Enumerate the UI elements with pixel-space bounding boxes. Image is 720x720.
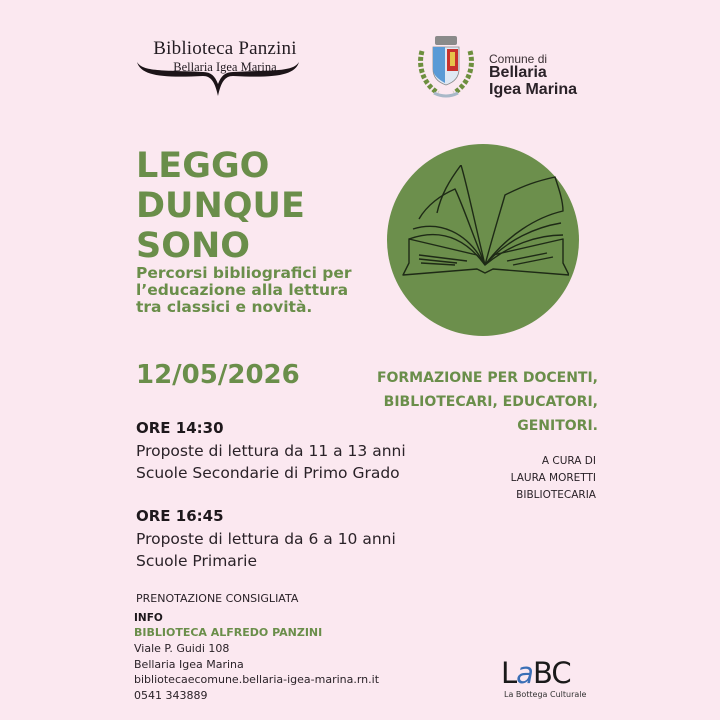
library-logo-subtitle: Bellaria Igea Marina	[173, 60, 277, 74]
page-title	[136, 146, 305, 266]
audience-line: GENITORI.	[517, 418, 598, 434]
event-date: 12/05/2026	[136, 360, 300, 390]
partner-logo	[501, 656, 571, 690]
email-link[interactable]: bibliotecaecomune.bellaria-igea-marina.rn.it	[134, 673, 380, 687]
session-line: Scuole Primarie	[136, 552, 258, 570]
session-description	[136, 440, 406, 484]
title-line: SONO	[136, 226, 251, 266]
session-line: Scuole Secondarie di Primo Grado	[136, 464, 400, 482]
event-audience	[377, 366, 598, 438]
curator-line: BIBLIOTECARIA	[516, 489, 596, 501]
municipal-crest-icon	[416, 33, 476, 103]
session-line: Proposte di lettura da 6 a 10 anni	[136, 530, 396, 548]
contact-block	[134, 641, 379, 703]
session-line: Proposte di lettura da 11 a 13 anni	[136, 442, 406, 460]
municipality-label: Comune di	[489, 52, 548, 66]
library-name: BIBLIOTECA ALFREDO PANZINI	[134, 626, 323, 639]
audience-line: FORMAZIONE PER DOCENTI,	[376, 370, 598, 386]
curator-line: A CURA DI	[541, 455, 596, 467]
page-subtitle: Percorsi bibliografici per l’educazione alla lettura tra classici e novità.	[136, 264, 352, 316]
open-book-icon	[397, 165, 569, 285]
booking-note: PRENOTAZIONE CONSIGLIATA	[136, 592, 299, 605]
partner-logo-subtitle: La Bottega Culturale	[504, 690, 587, 699]
address: Viale P. Guidi 108	[134, 642, 230, 655]
municipality-name-line2: Igea Marina	[489, 81, 578, 98]
city: Bellaria Igea Marina	[134, 657, 244, 671]
audience-line: BIBLIOTECARI, EDUCATORI,	[383, 394, 598, 410]
curator-line: LAURA MORETTI	[510, 472, 596, 484]
curator-credit	[511, 453, 596, 504]
info-label: INFO	[134, 612, 163, 624]
title-line: LEGGO	[136, 146, 270, 186]
phone-number[interactable]: 0541 343889	[134, 688, 208, 702]
municipality-name-line1: Bellaria	[489, 64, 547, 81]
logo-letters: BC	[532, 656, 571, 690]
decorative-swash-icon	[133, 58, 303, 100]
title-line: DUNQUE	[136, 186, 305, 226]
session-description	[136, 528, 396, 572]
library-logo-title: Biblioteca Panzini	[153, 38, 297, 59]
logo-letter: L	[501, 656, 517, 690]
session-time: ORE 16:45	[136, 507, 224, 525]
session-time: ORE 14:30	[136, 419, 224, 437]
logo-letter-accent: a	[516, 656, 533, 690]
